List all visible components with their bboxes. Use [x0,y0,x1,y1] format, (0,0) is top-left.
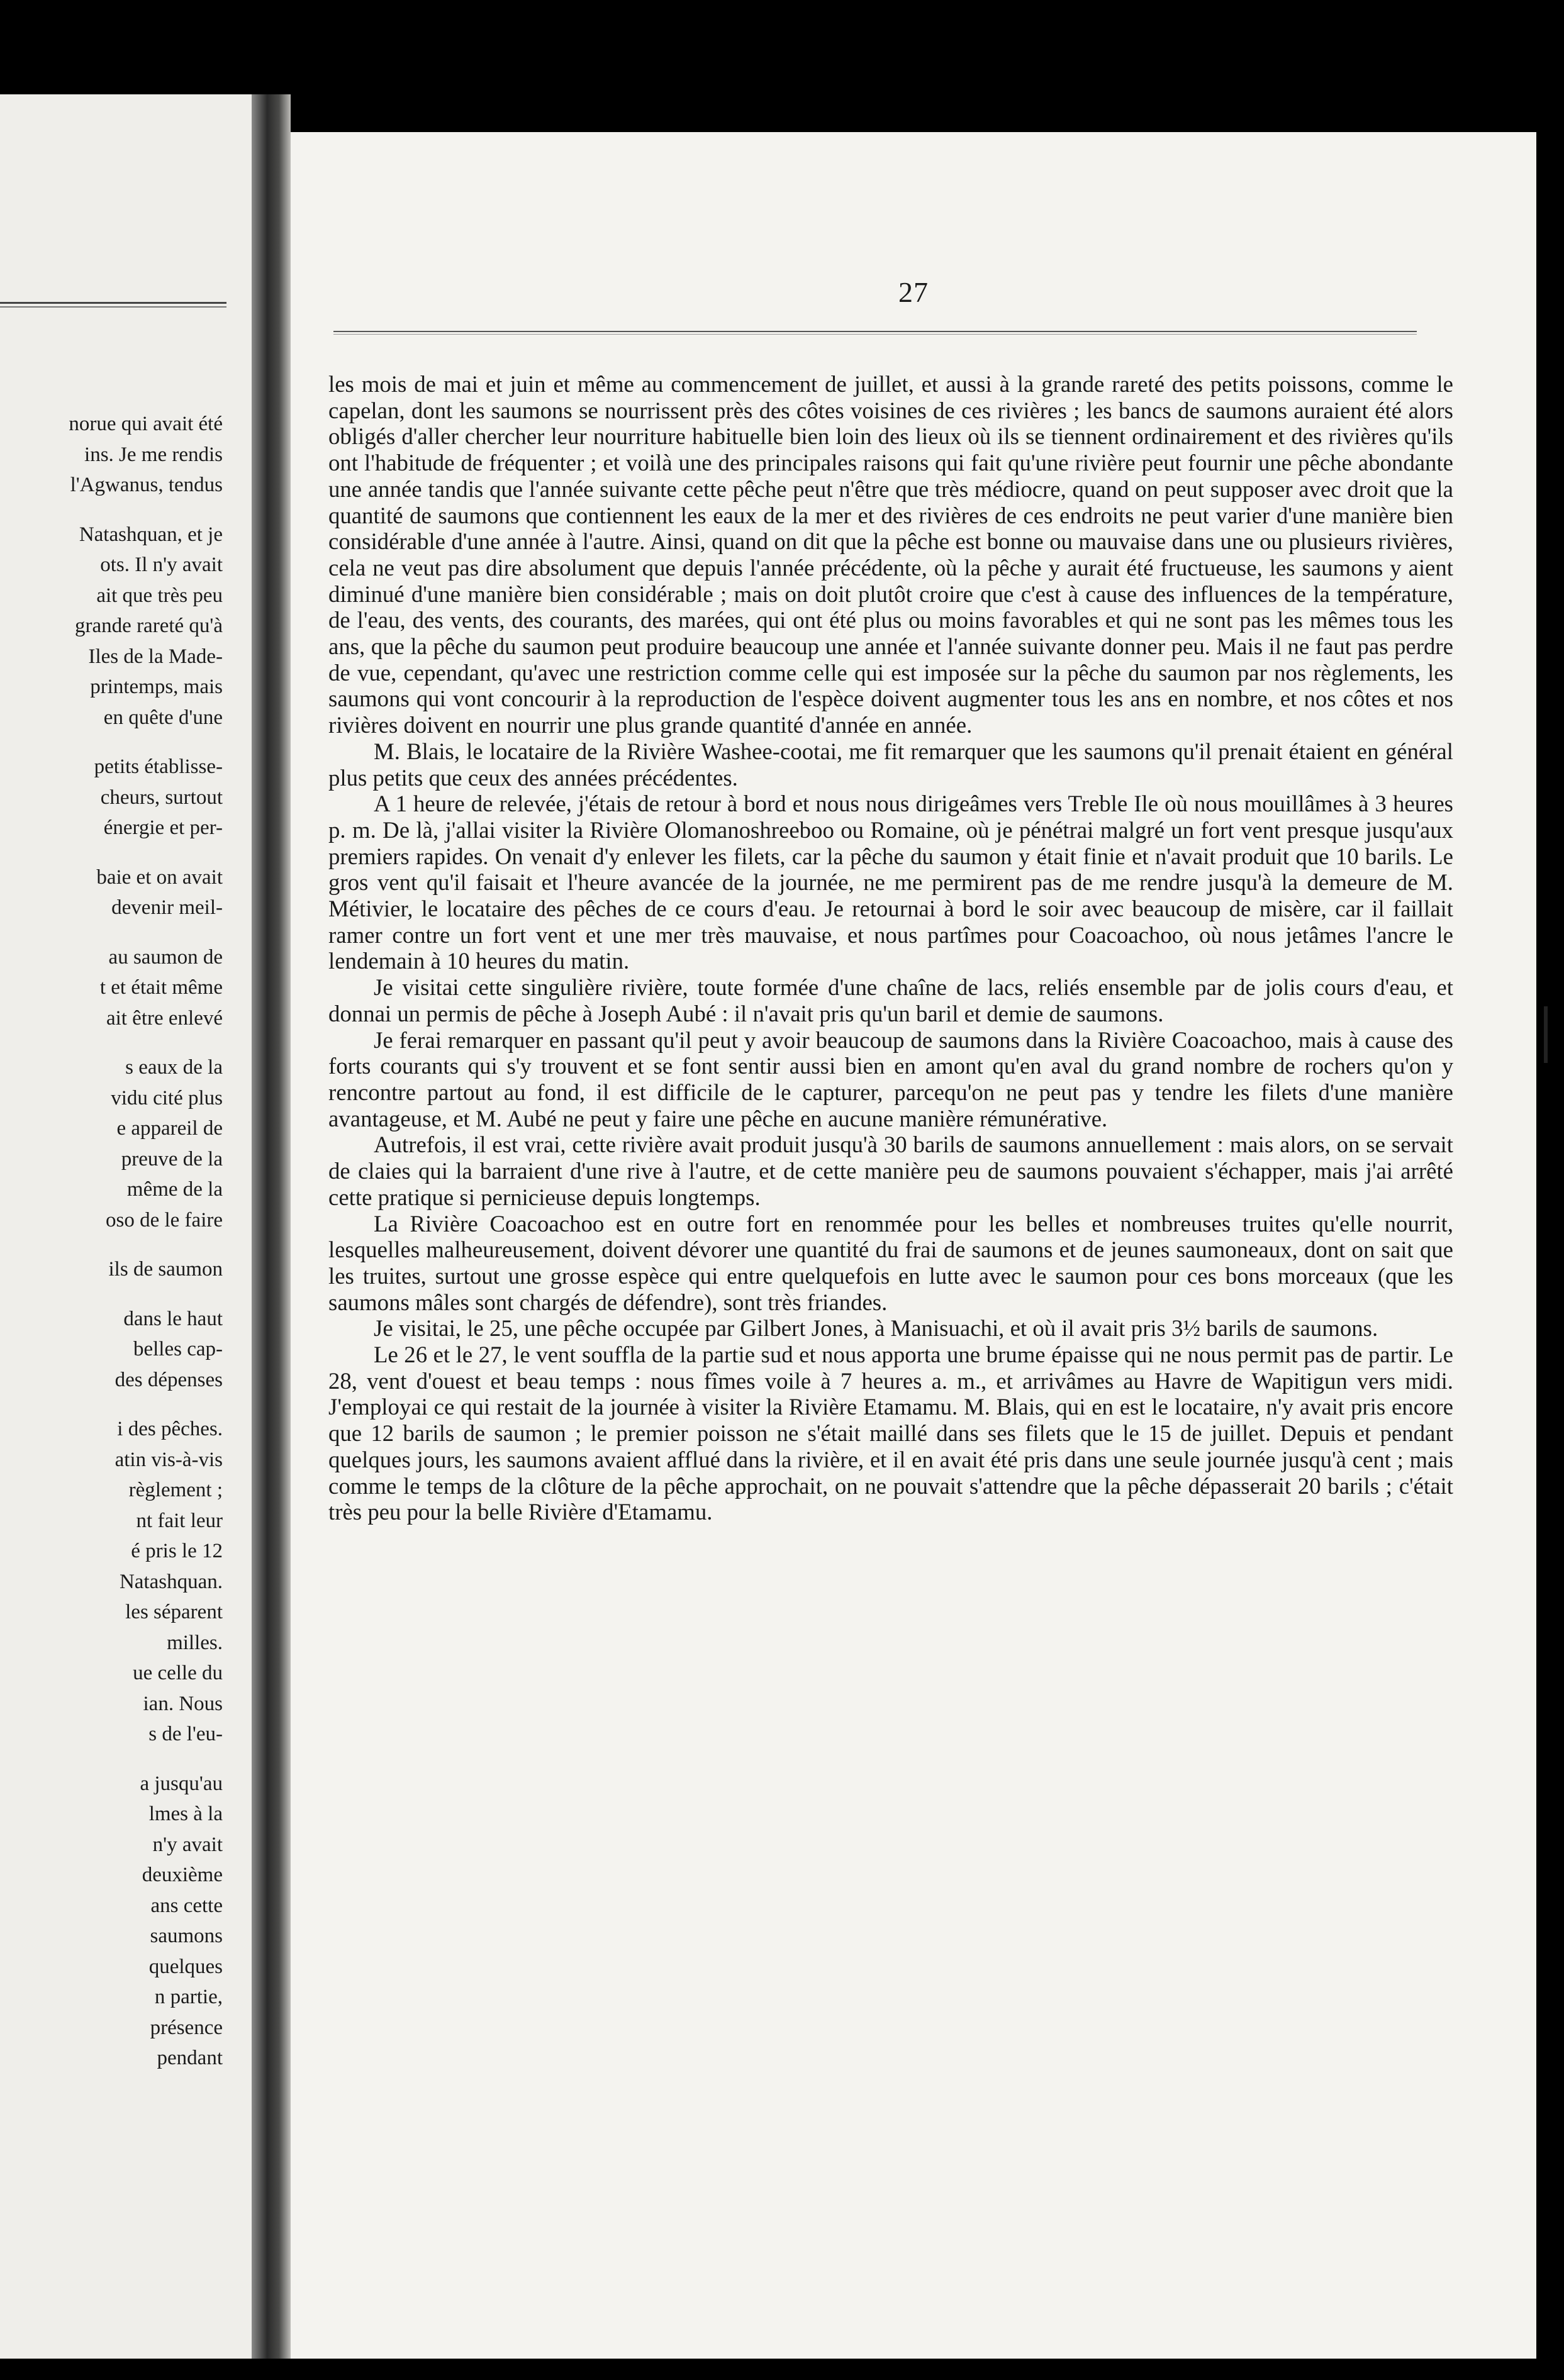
left-page-line: atin vis-à-vis [115,1448,223,1471]
left-page-line: règlement ; [128,1479,223,1501]
right-page [291,132,1536,2359]
left-page-line: en quête d'une [103,706,223,729]
left-page-rule [0,302,226,308]
left-page-line: belles cap- [133,1338,223,1360]
paragraph: Je visitai cette singulière rivière, toute formée d'une chaîne de lacs, reliés ensemble par de jolis cours d'eau, et donnai un permis de pêche à Joseph Aubé : il n'avait pris qu'un baril et demie de saumons. [328,974,1453,1026]
left-page-line: ots. Il n'y avait [100,553,223,576]
paragraph: La Rivière Coacoachoo est en outre fort en renommée pour les belles et nombreuses truites qu'elle nourrit, lesquelles malheureusement, doivent dévorer une quantité du frai de saumons et de jeunes saumoneaux, dont on sait que les truites, surtout une grosse espèce qui entre quelquefois en lutte avec le saumon pour ces bons morceaux (que les saumons mâles sont chargés de défendre), sont très friandes. [328,1210,1453,1315]
left-page-line: ans cette [150,1894,223,1917]
left-page-line: milles. [167,1631,223,1654]
body-text [328,371,1453,1525]
left-page-line: n partie, [154,1986,223,2008]
book-gutter [252,94,291,2359]
left-page-line: les séparent [125,1601,223,1623]
left-page-line: vidu cité plus [111,1086,223,1109]
left-page-line: dans le haut [123,1307,223,1330]
left-page-line [0,501,252,520]
left-page-text [0,409,252,2074]
left-page-line: ils de saumon [108,1258,223,1281]
left-page-line [0,1395,252,1414]
left-page-line: i des pêches. [117,1418,223,1440]
left-page-line: énergie et per- [103,816,223,839]
left-page-line: nt fait leur [136,1509,223,1532]
page-number: 27 [898,276,929,308]
left-page-line [0,1033,252,1052]
left-page-line [0,1750,252,1769]
left-page-line: présence [150,2016,223,2039]
paragraph: Le 26 et le 27, le vent souffla de la partie sud et nous apporta une brume épaisse qui ne nous permit pas de partir. Le 28, vent d'ouest et beau temps : nous fîmes voile à 7 heures a. m., et arrivâmes au Havre de Wapitigun vers midi. J'employai ce qui restait de la journée à visiter la Rivière Etamamu. M. Blais, qui en est le locataire, n'y avait pris encore que 12 barils de saumon ; le premier poisson ne s'était maillé dans ses filets que le 15 de juillet. Depuis et pendant quelques jours, les saumons avaient afflué dans la rivière, et il en avait été pris dans une seule journée jusqu'à cent ; mais comme le temps de la clôture de la pêche approchait, on ne pouvait s'attendre que la pêche dépasserait 20 barils ; c'était très peu pour la belle Rivière d'Etamamu. [328,1342,1453,1525]
page-edge-mark [1544,1006,1548,1063]
left-page-line: au saumon de [108,945,223,969]
paragraph: Je ferai remarquer en passant qu'il peut y avoir beaucoup de saumons dans la Rivière Coacoachoo, mais à cause des forts courants qui s'y trouvent et se font sentir aussi bien en amont qu'en aval du grand nombre de rochers qu'on y rencontre partout au fond, il est difficile de le capturer, parcequ'on ne peut pas y tendre les filets d'une manière avantageuse, et M. Aubé ne peut y faire une pêche en aucune manière rémunérative. [328,1026,1453,1132]
left-page-line: ait que très peu [96,584,223,607]
left-page-line: des dépenses [115,1368,223,1391]
left-page-line: Natashquan. [119,1570,223,1593]
left-page-line: ian. Nous [143,1692,223,1715]
left-page-line [0,1235,252,1254]
left-page-line: cheurs, surtout [100,786,223,809]
left-page-line [0,733,252,752]
left-page-line: ait être enlevé [106,1006,223,1030]
paragraph: les mois de mai et juin et même au commencement de juillet, et aussi à la grande rareté des petits poissons, comme le capelan, dont les saumons se nourrissent près des côtes voisines de ces rivières ; les bancs de saumons auraient été alors obligés d'aller chercher leur nourriture habituelle bien loin des lieux où ils se tiennent ordinairement et des rivières qu'ils ont l'habitude de fréquenter ; et voilà une des principales raisons qui fait qu'une rivière peut fournir une pêche abondante une année tandis que l'année suivante cette pêche peut n'être que très médiocre, quand on peut supposer avec droit que la quantité de saumons que contiennent les eaux de la mer et des rivières de ces endroits ne peut varier d'une manière bien considérable d'une année à l'autre. Ainsi, quand on dit que la pêche est bonne ou mauvaise dans une ou plusieurs rivières, cela ne veut pas dire absolument que depuis l'année précédente, où la pêche y aurait été fructueuse, les saumons y aient diminué d'une manière bien considérable ; mais on doit plutôt croire que c'est à cause des influences de la température, de l'eau, des vents, des courants, des marées, qui ont été plus ou moins favorables et qui ne sont pas les mêmes tous les ans, que la pêche du saumon peut produire beaucoup une année et l'année suivante donner peu. Mais il ne faut pas perdre de vue, cependant, qu'avec une restriction comme celle qui est imposée sur la pêche du saumon par nos règlements, les saumons qui vont concourir à la reproduction de l'espèce doivent augmenter tous les ans en nombre, et nos côtes et nos rivières doivent en nourrir une plus grande quantité d'année en année. [328,371,1453,738]
left-page-line: é pris le 12 [131,1540,223,1562]
left-page-line: quelques [148,1955,223,1978]
left-page-line: e appareil de [116,1117,223,1140]
left-page-line: pendant [157,2047,223,2069]
left-page-line: printemps, mais [90,676,223,698]
header-rule [333,331,1417,335]
left-page-line: grande rareté qu'à [75,614,223,637]
left-page-line: Iles de la Made- [88,645,223,668]
left-page-line: devenir meil- [111,896,223,919]
left-page-line: baie et on avait [96,865,223,889]
left-page-line [0,923,252,942]
left-page-line: n'y avait [152,1833,223,1856]
left-page-line: ue celle du [133,1662,223,1684]
left-page-line: ins. Je me rendis [84,443,223,466]
left-page-line: s de l'eu- [148,1723,223,1745]
paragraph: A 1 heure de relevée, j'étais de retour à bord et nous nous dirigeâmes vers Treble Ile où nous mouillâmes à 3 heures p. m. De là, j'allai visiter la Rivière Olomanoshreeboo ou Romaine, où je pénétrai malgré un fort vent presque jusqu'aux premiers rapides. On venait d'y enlever les filets, car la pêche du saumon y était finie et n'avait produit que 10 barils. Le gros vent qu'il faisait et l'heure avancée de la journée, ne me permirent pas de me rendre jusqu'à la demeure de M. Métivier, le locataire des pêches de ce cours d'eau. Je retournai à bord le soir avec beaucoup de misère, car il faillait ramer contre un fort vent et une mer très mauvaise, et nous partîmes pour Coacoachoo, où nous jetâmes l'ancre le lendemain à 10 heures du matin. [328,791,1453,974]
left-page-line: s eaux de la [125,1056,223,1079]
paragraph: Je visitai, le 25, une pêche occupée par Gilbert Jones, à Manisuachi, et où il avait pris 3½ barils de saumons. [374,1315,1378,1342]
paragraph: Autrefois, il est vrai, cette rivière avait produit jusqu'à 30 barils de saumons annuellement : mais alors, on se servait de claies qui la barraient d'une rive à l'autre, et de cette manière peu de saumons pouvaient s'échapper, mais j'ai arrêté cette pratique si pernicieuse depuis longtemps. [328,1132,1453,1210]
left-page-line: oso de le faire [106,1208,223,1232]
left-page-line: l'Agwanus, tendus [70,474,223,496]
left-page-line [0,843,252,862]
left-page-line: a jusqu'au [140,1772,223,1795]
left-page-line: deuxième [142,1864,223,1886]
left-page-fragment [0,94,252,2359]
left-page-line: lmes à la [148,1803,223,1825]
left-page-line: t et était même [99,976,223,999]
left-page-line: preuve de la [121,1147,223,1171]
left-page-line: petits établisse- [94,755,223,778]
left-page-line [0,1285,252,1304]
left-page-line: saumons [150,1925,223,1947]
left-page-line: même de la [126,1178,223,1201]
left-page-line: norue qui avait été [69,413,223,435]
paragraph: M. Blais, le locataire de la Rivière Washee-cootai, me fit remarquer que les saumons qu'il prenait étaient en général plus petits que ceux des années précédentes. [328,738,1453,791]
left-page-line: Natashquan, et je [79,523,223,546]
